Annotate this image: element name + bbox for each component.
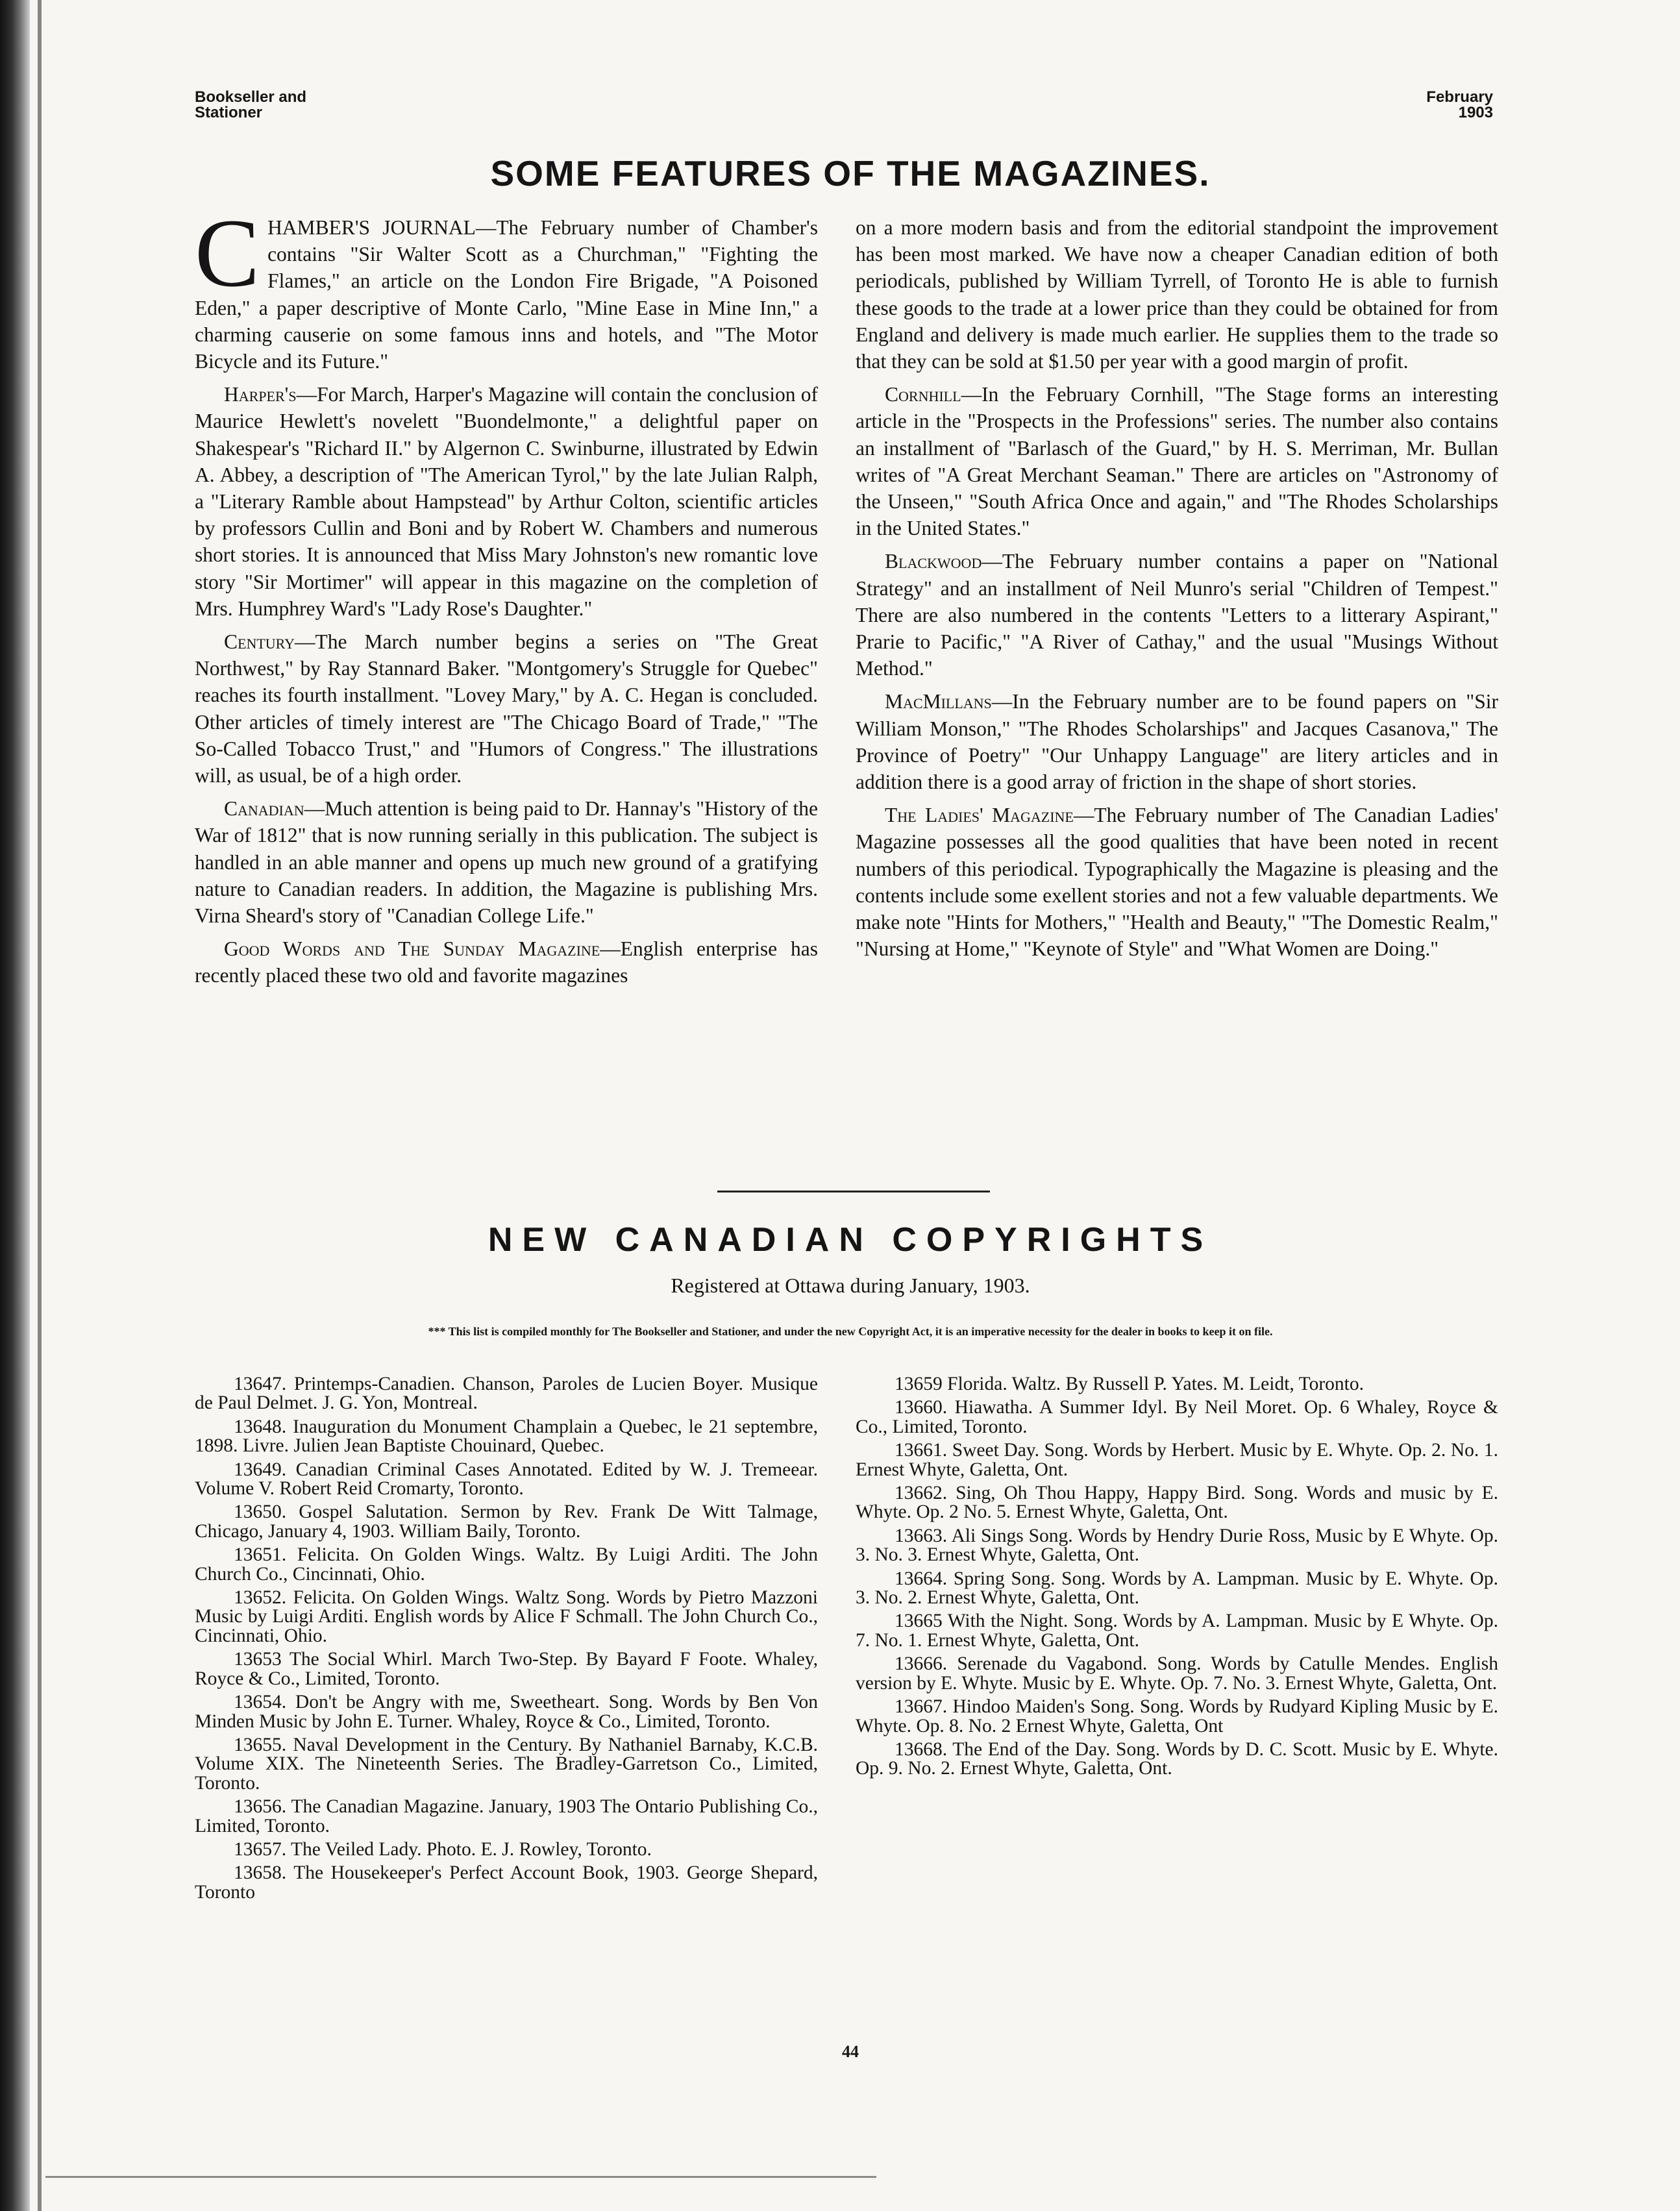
article-heading: MacMillans	[885, 690, 992, 713]
copyright-entry: 13654. Don't be Angry with me, Sweetheart. Song. Words by Ben Von Minden Music by John E. Turner. Whaley, Royce & Co., Limited, Toronto.	[195, 1692, 818, 1732]
running-header-right-line2: 1903	[1458, 104, 1493, 121]
copyright-entry: 13649. Canadian Criminal Cases Annotated. Edited by W. J. Tremeear. Volume V. Robert Reid Cromarty, Toronto.	[195, 1459, 818, 1500]
footer-rule	[45, 2176, 876, 2178]
article-heading: Century	[224, 630, 295, 654]
section-title-magazines: SOME FEATURES OF THE MAGAZINES.	[490, 153, 1211, 193]
copyright-entry: 13647. Printemps-Canadien. Chanson, Paroles de Lucien Boyer. Musique de Paul Delmet. J. G. Yon, Montreal.	[195, 1374, 818, 1414]
copyright-entry: 13659 Florida. Waltz. By Russell P. Yates. M. Leidt, Toronto.	[895, 1374, 1364, 1394]
magazines-column-right	[856, 214, 1498, 969]
copyright-entry: 13665 With the Night. Song. Words by A. Lampman. Music by E Whyte. Op. 7. No. 1. Ernest Whyte, Galetta, Ont.	[856, 1611, 1498, 1651]
article-heading: The Ladies' Magazine	[885, 804, 1074, 827]
section-divider	[717, 1191, 990, 1192]
copyright-entry: 13664. Spring Song. Song. Words by A. Lampman. Music by E. Whyte. Op. 3. No. 2. Ernest Whyte, Galetta, Ont.	[856, 1568, 1498, 1609]
article-text: —The February number contains a paper on "National Strategy" and an installment of Neil Munro's serial "Children of Tempest." There are also numbered in the contents "Letters to a litterary Aspirant," Prarie to Pacific," "A River of Cathay," and the usual "Musings Without Method."	[856, 550, 1498, 680]
article-paragraph	[856, 802, 1498, 962]
drop-cap: C	[195, 199, 260, 307]
page-binding-edge	[0, 0, 30, 2211]
copyright-entry: 13648. Inauguration du Monument Champlain a Quebec, le 21 septembre, 1898. Livre. Julien Jean Baptiste Chouinard, Quebec.	[195, 1416, 818, 1457]
article-paragraph	[195, 199, 818, 375]
copyrights-column-left	[195, 1375, 818, 1907]
copyright-entry: 13661. Sweet Day. Song. Words by Herbert. Music by E. Whyte. Op. 2. No. 1. Ernest Whyte, Galetta, Ont.	[856, 1440, 1498, 1480]
article-paragraph	[195, 381, 818, 622]
running-header-right	[1415, 90, 1493, 121]
article-heading: Canadian	[224, 797, 304, 821]
article-text: —For March, Harper's Magazine will contain the conclusion of Maurice Hewlett's novelett "Buondelmonte," a delightful paper on Shakespear's "Richard II." by Algernon C. Swinburne, illustrated by Edwin A. Abbey, a description of "The American Tyrol," by the late Julian Ralph, a "Literary Ramble about Hampstead" by Arthur Colton, scientific articles by professors Cullin and Boni and by Robert W. Chambers and numerous short stories. It is announced that Miss Mary Johnston's new romantic love story "Sir Mortimer" will appear in this magazine on the completion of Mrs. Humphrey Ward's "Lady Rose's Daughter."	[195, 383, 818, 620]
copyright-entry: 13658. The Housekeeper's Perfect Account Book, 1903. George Shepard, Toronto	[195, 1862, 818, 1903]
magazines-column-left	[195, 199, 818, 996]
article-paragraph	[195, 795, 818, 929]
copyright-entry: 13667. Hindoo Maiden's Song. Song. Words by Rudyard Kipling Music by E. Whyte. Op. 8. No. 2 Ernest Whyte, Galetta, Ont	[856, 1696, 1498, 1736]
article-heading: Harper's	[224, 383, 297, 406]
copyright-entry: 13657. The Veiled Lady. Photo. E. J. Rowley, Toronto.	[234, 1838, 652, 1860]
article-heading: Blackwood	[885, 550, 982, 573]
article-text: —English enterprise has recently placed these two old and favorite magazines	[195, 937, 818, 987]
article-text: —In the February Cornhill, "The Stage forms an interesting article in the "Prospects in the Professions" series. The number also contains an installment of "Barlasch of the Guard," by H. S. Merriman, Mr. Bullan writes of "A Great Merchant Seaman." There are articles on "Astronomy of the Unseen," "South Africa Once and again," and "The Rhodes Scholarships in the United States."	[856, 383, 1498, 540]
article-text: —Much attention is being paid to Dr. Hannay's "History of the War of 1812" that is now running serially in this publication. The subject is handled in an able manner and opens up much new ground of a gratifying nature to Canadian readers. In addition, the Magazine is publishing Mrs. Virna Sheard's story of "Canadian College Life."	[195, 797, 818, 928]
copyright-entry: 13660. Hiawatha. A Summer Idyl. By Neil Moret. Op. 6 Whaley, Royce & Co., Limited, Toronto.	[856, 1397, 1498, 1437]
article-paragraph	[195, 628, 818, 789]
copyright-entry: 13663. Ali Sings Song. Words by Hendry Durie Ross, Music by E Whyte. Op. 3. No. 3. Ernest Whyte, Galetta, Ont.	[856, 1525, 1498, 1566]
copyright-entry: 13655. Naval Development in the Century. By Nathaniel Barnaby, K.C.B. Volume XIX. The Nineteenth Series. The Bradley-Garretson Co., Limited, Toronto.	[195, 1734, 818, 1794]
running-header-left-line2: Stationer	[195, 104, 263, 121]
article-text: —The February number of The Canadian Ladies' Magazine possesses all the good qualities that have been noted in recent numbers of this periodical. Typographically the Magazine is pleasing and the contents include some exellent stories and not a few valuable departments. We make note "Hints for Mothers," "Health and Beauty," "The Domestic Realm," "Nursing at Home," "Keynote of Style" and "What Women are Doing."	[856, 804, 1498, 961]
running-header-left	[195, 90, 306, 121]
copyright-entry: 13666. Serenade du Vagabond. Song. Words by Catulle Mendes. English version by E. Whyte. Music by E. Whyte. Op. 7. No. 3. Ernest Whyte, Galetta, Ont.	[856, 1653, 1498, 1694]
copyright-entry: 13662. Sing, Oh Thou Happy, Happy Bird. Song. Words and music by E. Whyte. Op. 2 No. 5. Ernest Whyte, Galetta, Ont.	[856, 1483, 1498, 1523]
article-paragraph	[856, 688, 1498, 795]
article-paragraph	[856, 548, 1498, 682]
article-heading: Good Words and The Sunday Magazine	[224, 937, 600, 961]
copyright-entry: 13668. The End of the Day. Song. Words by D. C. Scott. Music by E. Whyte. Op. 9. No. 2. Ernest Whyte, Galetta, Ont.	[856, 1738, 1498, 1779]
article-text: —The February number of Chamber's contains "Sir Walter Scott as a Churchman," "Fighting the Flames," an article on the London Fire Brigade, "A Poisoned Eden," a paper descriptive of Monte Carlo, "Mine Ease in Mine Inn," a charming causerie on some famous inns and hotels, and "The Motor Bicycle and its Future."	[195, 216, 818, 373]
article-text: —The March number begins a series on "The Great Northwest," by Ray Stannard Baker. "Montgomery's Struggle for Quebec" reaches its fourth installment. "Lovey Mary," by A. C. Hegan is concluded. Other articles of timely interest are "The Chicago Board of Trade," "The So-Called Tobacco Trust," and "Humors of Congress." The illustrations will, as usual, be of a high order.	[195, 630, 818, 787]
article-paragraph	[856, 214, 1498, 375]
copyright-entry: 13653 The Social Whirl. March Two-Step. By Bayard F Foote. Whaley, Royce & Co., Limited, Toronto.	[195, 1649, 818, 1689]
running-header-right-line1: February	[1426, 88, 1493, 106]
compilation-note: *** This list is compiled monthly for The Bookseller and Stationer, and under the new Copyright Act, it is an imperative necessity for the dealer in books to keep it on file.	[428, 1325, 1273, 1338]
copyright-entry: 13652. Felicita. On Golden Wings. Waltz Song. Words by Pietro Mazzoni Music by Luigi Arditi. English words by Alice F Schmall. The John Church Co., Cincinnati, Ohio.	[195, 1587, 818, 1646]
page-number: 44	[842, 2042, 859, 2061]
section-subtitle: Registered at Ottawa during January, 1903.	[671, 1274, 1030, 1297]
article-heading: HAMBER'S JOURNAL	[267, 216, 476, 239]
article-text: on a more modern basis and from the editorial standpoint the improvement has been most marked. We have now a cheaper Canadian edition of both periodicals, published by William Tyrrell, of Toronto He is able to furnish these goods to the trade at a lower price than they could be obtained for from England and delivery is made much earlier. He supplies them to the trade so that they can be sold at $1.50 per year with a good margin of profit.	[856, 216, 1498, 373]
article-paragraph	[195, 935, 818, 989]
copyright-entry: 13651. Felicita. On Golden Wings. Waltz. By Luigi Arditi. The John Church Co., Cincinnati, Ohio.	[195, 1544, 818, 1585]
article-heading: Cornhill	[885, 383, 961, 406]
copyright-entry: 13656. The Canadian Magazine. January, 1903 The Ontario Publishing Co., Limited, Toronto.	[195, 1796, 818, 1836]
copyrights-column-right	[856, 1375, 1498, 1783]
section-title-copyrights: NEW CANADIAN COPYRIGHTS	[488, 1221, 1213, 1259]
running-header-left-line1: Bookseller and	[195, 88, 307, 106]
article-text: —In the February number are to be found papers on "Sir William Monson," "The Rhodes Scholarships" and Jacques Casanova," The Province of Poetry" "Our Unhappy Language" are litery articles and in addition there is a good array of friction in the shape of short stories.	[856, 690, 1498, 794]
copyright-entry: 13650. Gospel Salutation. Sermon by Rev. Frank De Witt Talmage, Chicago, January 4, 1903. William Baily, Toronto.	[195, 1501, 818, 1542]
article-paragraph	[856, 381, 1498, 541]
